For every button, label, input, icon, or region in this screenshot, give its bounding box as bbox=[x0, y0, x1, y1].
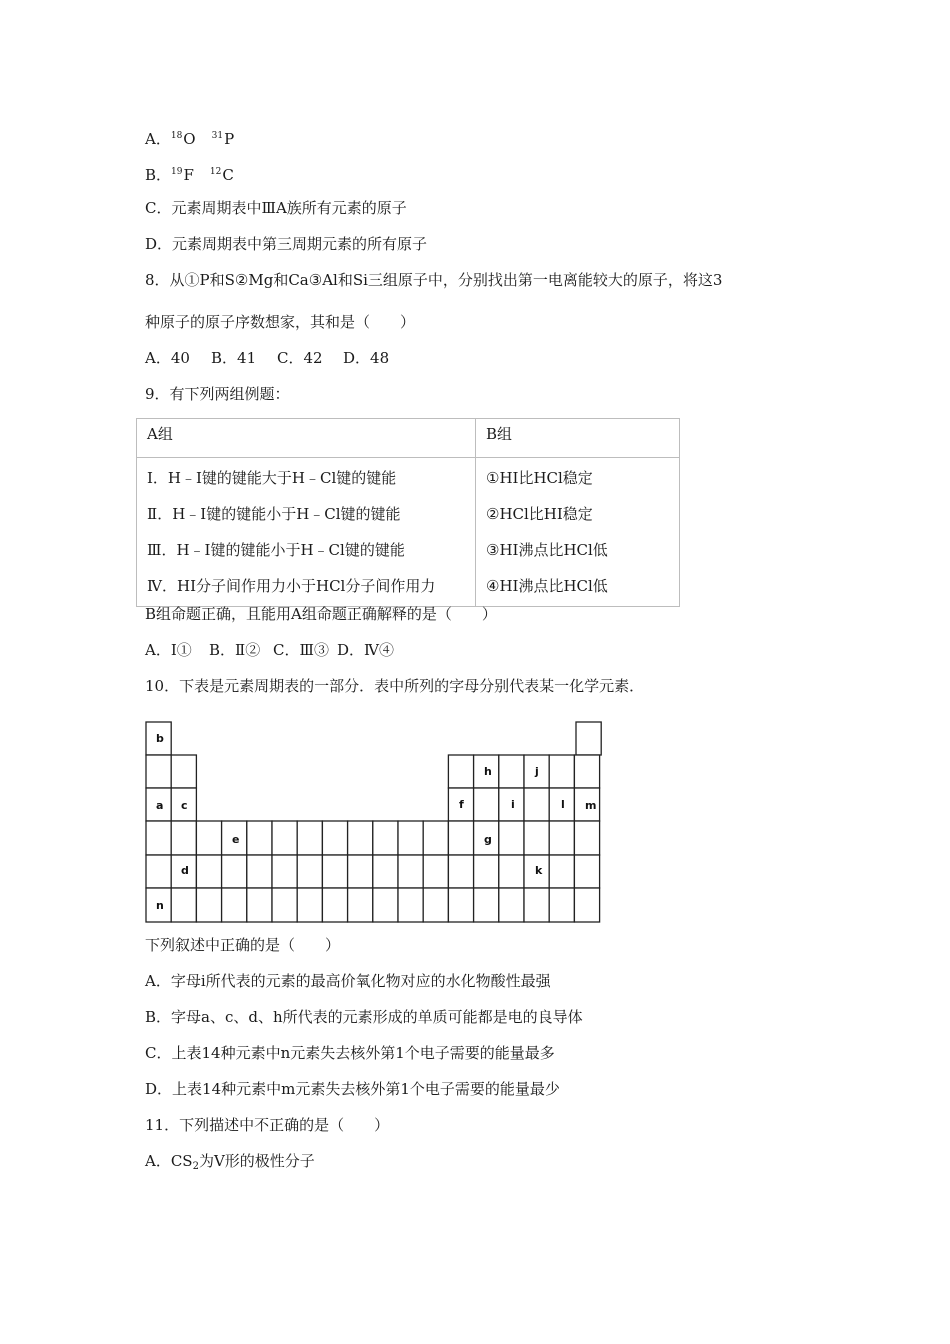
table-row: Ⅰ．H﹣I键的键能大于H﹣Cl键的键能 bbox=[147, 469, 397, 487]
table-header-a: A组 bbox=[137, 419, 476, 458]
table-cell bbox=[574, 888, 599, 922]
table-cell bbox=[322, 855, 347, 888]
table-cell bbox=[297, 821, 322, 855]
table-cell bbox=[146, 855, 171, 888]
element-label-m: m bbox=[585, 799, 597, 812]
table-cell bbox=[322, 888, 347, 922]
element-label-f: f bbox=[459, 798, 464, 811]
q8-line-2: 种原子的原子序数想家，其和是（ ） bbox=[145, 313, 416, 331]
table-cell bbox=[423, 855, 448, 888]
table-cell bbox=[247, 855, 272, 888]
table-cell bbox=[272, 888, 297, 922]
table-cell bbox=[171, 755, 196, 788]
q7-option-c: C．元素周期表中ⅢA族所有元素的原子 bbox=[145, 199, 407, 217]
table-cell bbox=[549, 755, 574, 788]
table-cell bbox=[348, 888, 373, 922]
table-cell bbox=[474, 788, 499, 821]
table-cell bbox=[247, 888, 272, 922]
group-a-cell bbox=[137, 458, 476, 607]
q7-option-d: D．元素周期表中第三周期元素的所有原子 bbox=[145, 235, 428, 253]
table-cell bbox=[146, 821, 171, 855]
table-cell bbox=[474, 888, 499, 922]
table-cell bbox=[499, 755, 524, 788]
table-cell bbox=[549, 855, 574, 888]
element-label-e: e bbox=[232, 833, 240, 846]
table-cell bbox=[373, 821, 398, 855]
table-cell bbox=[247, 821, 272, 855]
table-cell bbox=[499, 855, 524, 888]
q9-option: D．Ⅳ④ bbox=[337, 641, 395, 659]
group-b-cell bbox=[476, 458, 680, 607]
table-cell bbox=[348, 855, 373, 888]
table-cell bbox=[474, 855, 499, 888]
element-label-a: a bbox=[156, 799, 164, 812]
q9-option: A．Ⅰ① bbox=[145, 641, 192, 659]
table-cell bbox=[448, 755, 473, 788]
element-label-j: j bbox=[535, 765, 539, 778]
q7-option-b: B．$^{19}$F $^{12}$C bbox=[145, 166, 234, 184]
table-cell bbox=[524, 888, 549, 922]
table-cell bbox=[222, 888, 247, 922]
table-cell bbox=[272, 855, 297, 888]
table-cell bbox=[423, 821, 448, 855]
element-label-k: k bbox=[535, 864, 543, 877]
table-cell bbox=[272, 821, 297, 855]
table-cell bbox=[448, 855, 473, 888]
table-cell bbox=[146, 755, 171, 788]
q9-option: C．Ⅲ③ bbox=[273, 641, 329, 659]
table-cell bbox=[423, 888, 448, 922]
q10-title: 10．下表是元素周期表的一部分．表中所列的字母分别代表某一化学元素． bbox=[145, 677, 645, 695]
q9-title: 9．有下列两组例题： bbox=[145, 385, 290, 403]
table-cell bbox=[196, 821, 221, 855]
element-label-l: l bbox=[561, 798, 565, 811]
element-label-b: b bbox=[156, 732, 164, 745]
element-label-g: g bbox=[484, 833, 492, 846]
q9-options bbox=[145, 640, 394, 660]
table-row: Ⅲ．H﹣I键的键能小于H﹣Cl键的键能 bbox=[147, 541, 405, 559]
table-cell bbox=[448, 888, 473, 922]
q8-options bbox=[145, 348, 389, 368]
table-cell bbox=[297, 888, 322, 922]
q8-option: B．41 bbox=[211, 349, 257, 367]
q9-option: B．Ⅱ② bbox=[209, 641, 261, 659]
table-cell bbox=[171, 821, 196, 855]
table-cell bbox=[373, 855, 398, 888]
element-label-h: h bbox=[484, 765, 492, 778]
table-cell bbox=[398, 888, 423, 922]
table-row: Ⅳ．HI分子间作用力小于HCl分子间作用力 bbox=[147, 577, 436, 595]
q10-option-b: B．字母a、c、d、h所代表的元素形成的单质可能都是电的良导体 bbox=[145, 1008, 583, 1026]
q8-option: C．42 bbox=[277, 349, 323, 367]
table-row: ②HCl比HI稳定 bbox=[486, 505, 593, 523]
q10-question: 下列叙述中正确的是（ ） bbox=[145, 936, 341, 954]
q7-option-a: A．$^{18}$O $^{31}$P bbox=[145, 130, 235, 148]
table-cell bbox=[549, 821, 574, 855]
element-label-n: n bbox=[156, 899, 164, 912]
table-cell bbox=[524, 821, 549, 855]
table-cell bbox=[499, 888, 524, 922]
table-header-b: B组 bbox=[476, 419, 680, 458]
table-cell bbox=[398, 821, 423, 855]
q11-option-a: A．$CS_2$为V形的极性分子 bbox=[145, 1152, 315, 1172]
table-row: ④HI沸点比HCl低 bbox=[486, 577, 608, 595]
q9-question: B组命题正确，且能用A组命题正确解释的是（ ） bbox=[145, 605, 497, 623]
table-cell bbox=[524, 788, 549, 821]
q8-option: A．40 bbox=[145, 349, 190, 367]
table-cell bbox=[574, 755, 599, 788]
element-label-i: i bbox=[511, 798, 515, 811]
table-cell bbox=[196, 888, 221, 922]
table-cell bbox=[297, 855, 322, 888]
table-cell bbox=[196, 855, 221, 888]
element-label-d: d bbox=[181, 864, 189, 877]
table-cell bbox=[322, 821, 347, 855]
q8-line-1: 8．从①P和S②Mg和Ca③Al和Si三组原子中，分别找出第一电离能较大的原子，将这3 bbox=[145, 271, 723, 289]
table-cell bbox=[574, 821, 599, 855]
q9-proposition-table bbox=[136, 418, 680, 607]
table-cell bbox=[499, 821, 524, 855]
table-row: ③HI沸点比HCl低 bbox=[486, 541, 608, 559]
table-cell bbox=[574, 855, 599, 888]
q8-option: D．48 bbox=[343, 349, 390, 367]
q10-option-c: C．上表14种元素中n元素失去核外第1个电子需要的能量最多 bbox=[145, 1044, 555, 1062]
table-cell bbox=[222, 855, 247, 888]
q11-title: 11．下列描述中不正确的是（ ） bbox=[145, 1116, 390, 1134]
element-label-c: c bbox=[181, 799, 188, 812]
table-cell bbox=[448, 821, 473, 855]
q10-option-a: A．字母i所代表的元素的最高价氧化物对应的水化物酸性最强 bbox=[145, 972, 551, 990]
table-row: Ⅱ．H﹣I键的键能小于H﹣Cl键的键能 bbox=[147, 505, 401, 523]
table-row: ①HI比HCl稳定 bbox=[486, 469, 593, 487]
table-cell bbox=[398, 855, 423, 888]
q10-option-d: D．上表14种元素中m元素失去核外第1个电子需要的能量最少 bbox=[145, 1080, 560, 1098]
table-cell bbox=[171, 888, 196, 922]
table-cell bbox=[549, 888, 574, 922]
periodic-table-figure bbox=[145, 721, 605, 925]
table-cell bbox=[348, 821, 373, 855]
table-cell bbox=[373, 888, 398, 922]
